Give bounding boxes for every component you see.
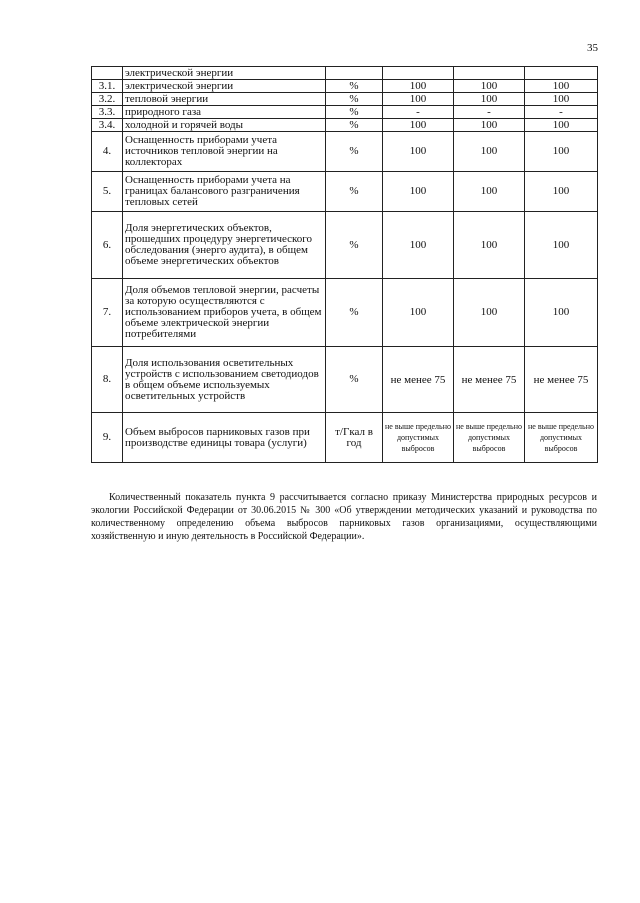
value-year-3-cell: не выше предельно допустимых выбросов [525, 413, 598, 463]
unit-cell: % [326, 132, 383, 172]
row-number-cell: 4. [92, 132, 123, 172]
value-year-3-cell: 100 [525, 132, 598, 172]
value-year-2-cell: 100 [454, 93, 525, 106]
value-year-1-cell: не менее 75 [383, 347, 454, 413]
indicator-name-cell: Объем выбросов парниковых газов при производстве единицы товара (услуги) [123, 413, 326, 463]
row-number-cell [92, 67, 123, 80]
unit-cell: % [326, 212, 383, 279]
indicator-name-cell: тепловой энергии [123, 93, 326, 106]
value-year-1-cell: 100 [383, 212, 454, 279]
row-number-cell: 8. [92, 347, 123, 413]
table-row [92, 347, 598, 413]
row-number-cell: 3.2. [92, 93, 123, 106]
value-year-1-cell: 100 [383, 93, 454, 106]
value-year-3-cell: 100 [525, 119, 598, 132]
value-year-3-cell: не менее 75 [525, 347, 598, 413]
unit-cell: % [326, 347, 383, 413]
table-row [92, 106, 598, 119]
indicators-table [91, 66, 598, 463]
row-number-cell: 9. [92, 413, 123, 463]
row-number-cell: 3.3. [92, 106, 123, 119]
value-year-3-cell: - [525, 106, 598, 119]
table-row [92, 67, 598, 80]
indicator-name-cell: Доля энергетических объектов, прошедших процедуру энергетического обследования (энерго аудита), в общем объеме энергетических объектов [123, 212, 326, 279]
value-year-1-cell: - [383, 106, 454, 119]
unit-cell: % [326, 106, 383, 119]
unit-cell: % [326, 119, 383, 132]
indicators-table-body [92, 67, 598, 463]
value-year-3-cell: 100 [525, 172, 598, 212]
value-year-3-cell: 100 [525, 212, 598, 279]
value-year-1-cell: 100 [383, 172, 454, 212]
row-number-cell: 5. [92, 172, 123, 212]
table-row [92, 119, 598, 132]
value-year-2-cell: 100 [454, 172, 525, 212]
page-number: 35 [587, 42, 598, 54]
row-number-cell: 6. [92, 212, 123, 279]
value-year-2-cell [454, 67, 525, 80]
value-year-2-cell: 100 [454, 212, 525, 279]
table-row [92, 212, 598, 279]
indicator-name-cell: электрической энергии [123, 67, 326, 80]
value-year-2-cell: 100 [454, 132, 525, 172]
indicator-name-cell: природного газа [123, 106, 326, 119]
row-number-cell: 7. [92, 279, 123, 347]
table-row [92, 132, 598, 172]
table-row [92, 172, 598, 212]
unit-cell: % [326, 172, 383, 212]
unit-cell [326, 67, 383, 80]
value-year-3-cell: 100 [525, 279, 598, 347]
unit-cell: % [326, 279, 383, 347]
value-year-1-cell [383, 67, 454, 80]
table-row [92, 279, 598, 347]
value-year-1-cell: не выше предельно допустимых выбросов [383, 413, 454, 463]
value-year-2-cell: не менее 75 [454, 347, 525, 413]
row-number-cell: 3.4. [92, 119, 123, 132]
row-number-cell: 3.1. [92, 80, 123, 93]
value-year-1-cell: 100 [383, 279, 454, 347]
table-row [92, 93, 598, 106]
unit-cell: % [326, 93, 383, 106]
indicator-name-cell: электрической энергии [123, 80, 326, 93]
value-year-3-cell [525, 67, 598, 80]
footnote-text: Количественный показатель пункта 9 рассчитывается согласно приказу Министерства природных ресурсов и экологии Российской Федерации от 30.06.2015 № 300 «Об утверждении методических указаний и руководства по количественному определению объема выбросов парниковых газов организациями, осуществляющими хозяйственную и иную деятельность в Российской Федерации». [91, 492, 597, 542]
value-year-2-cell: 100 [454, 119, 525, 132]
value-year-2-cell: 100 [454, 80, 525, 93]
value-year-2-cell: - [454, 106, 525, 119]
value-year-1-cell: 100 [383, 80, 454, 93]
value-year-2-cell: не выше предельно допустимых выбросов [454, 413, 525, 463]
indicator-name-cell: холодной и горячей воды [123, 119, 326, 132]
indicator-name-cell: Доля объемов тепловой энергии, расчеты за которую осуществляются с использованием приборов учета, в общем объеме электрической энергии потребителями [123, 279, 326, 347]
table-row [92, 413, 598, 463]
value-year-2-cell: 100 [454, 279, 525, 347]
value-year-1-cell: 100 [383, 132, 454, 172]
indicator-name-cell: Оснащенность приборами учета источников тепловой энергии на коллекторах [123, 132, 326, 172]
unit-cell: т/Гкал в год [326, 413, 383, 463]
indicator-name-cell: Доля использования осветительных устройств с использованием светодиодов в общем объеме используемых осветительных устройств [123, 347, 326, 413]
indicator-name-cell: Оснащенность приборами учета на границах балансового разграничения тепловых сетей [123, 172, 326, 212]
value-year-3-cell: 100 [525, 80, 598, 93]
value-year-1-cell: 100 [383, 119, 454, 132]
value-year-3-cell: 100 [525, 93, 598, 106]
table-row [92, 80, 598, 93]
unit-cell: % [326, 80, 383, 93]
